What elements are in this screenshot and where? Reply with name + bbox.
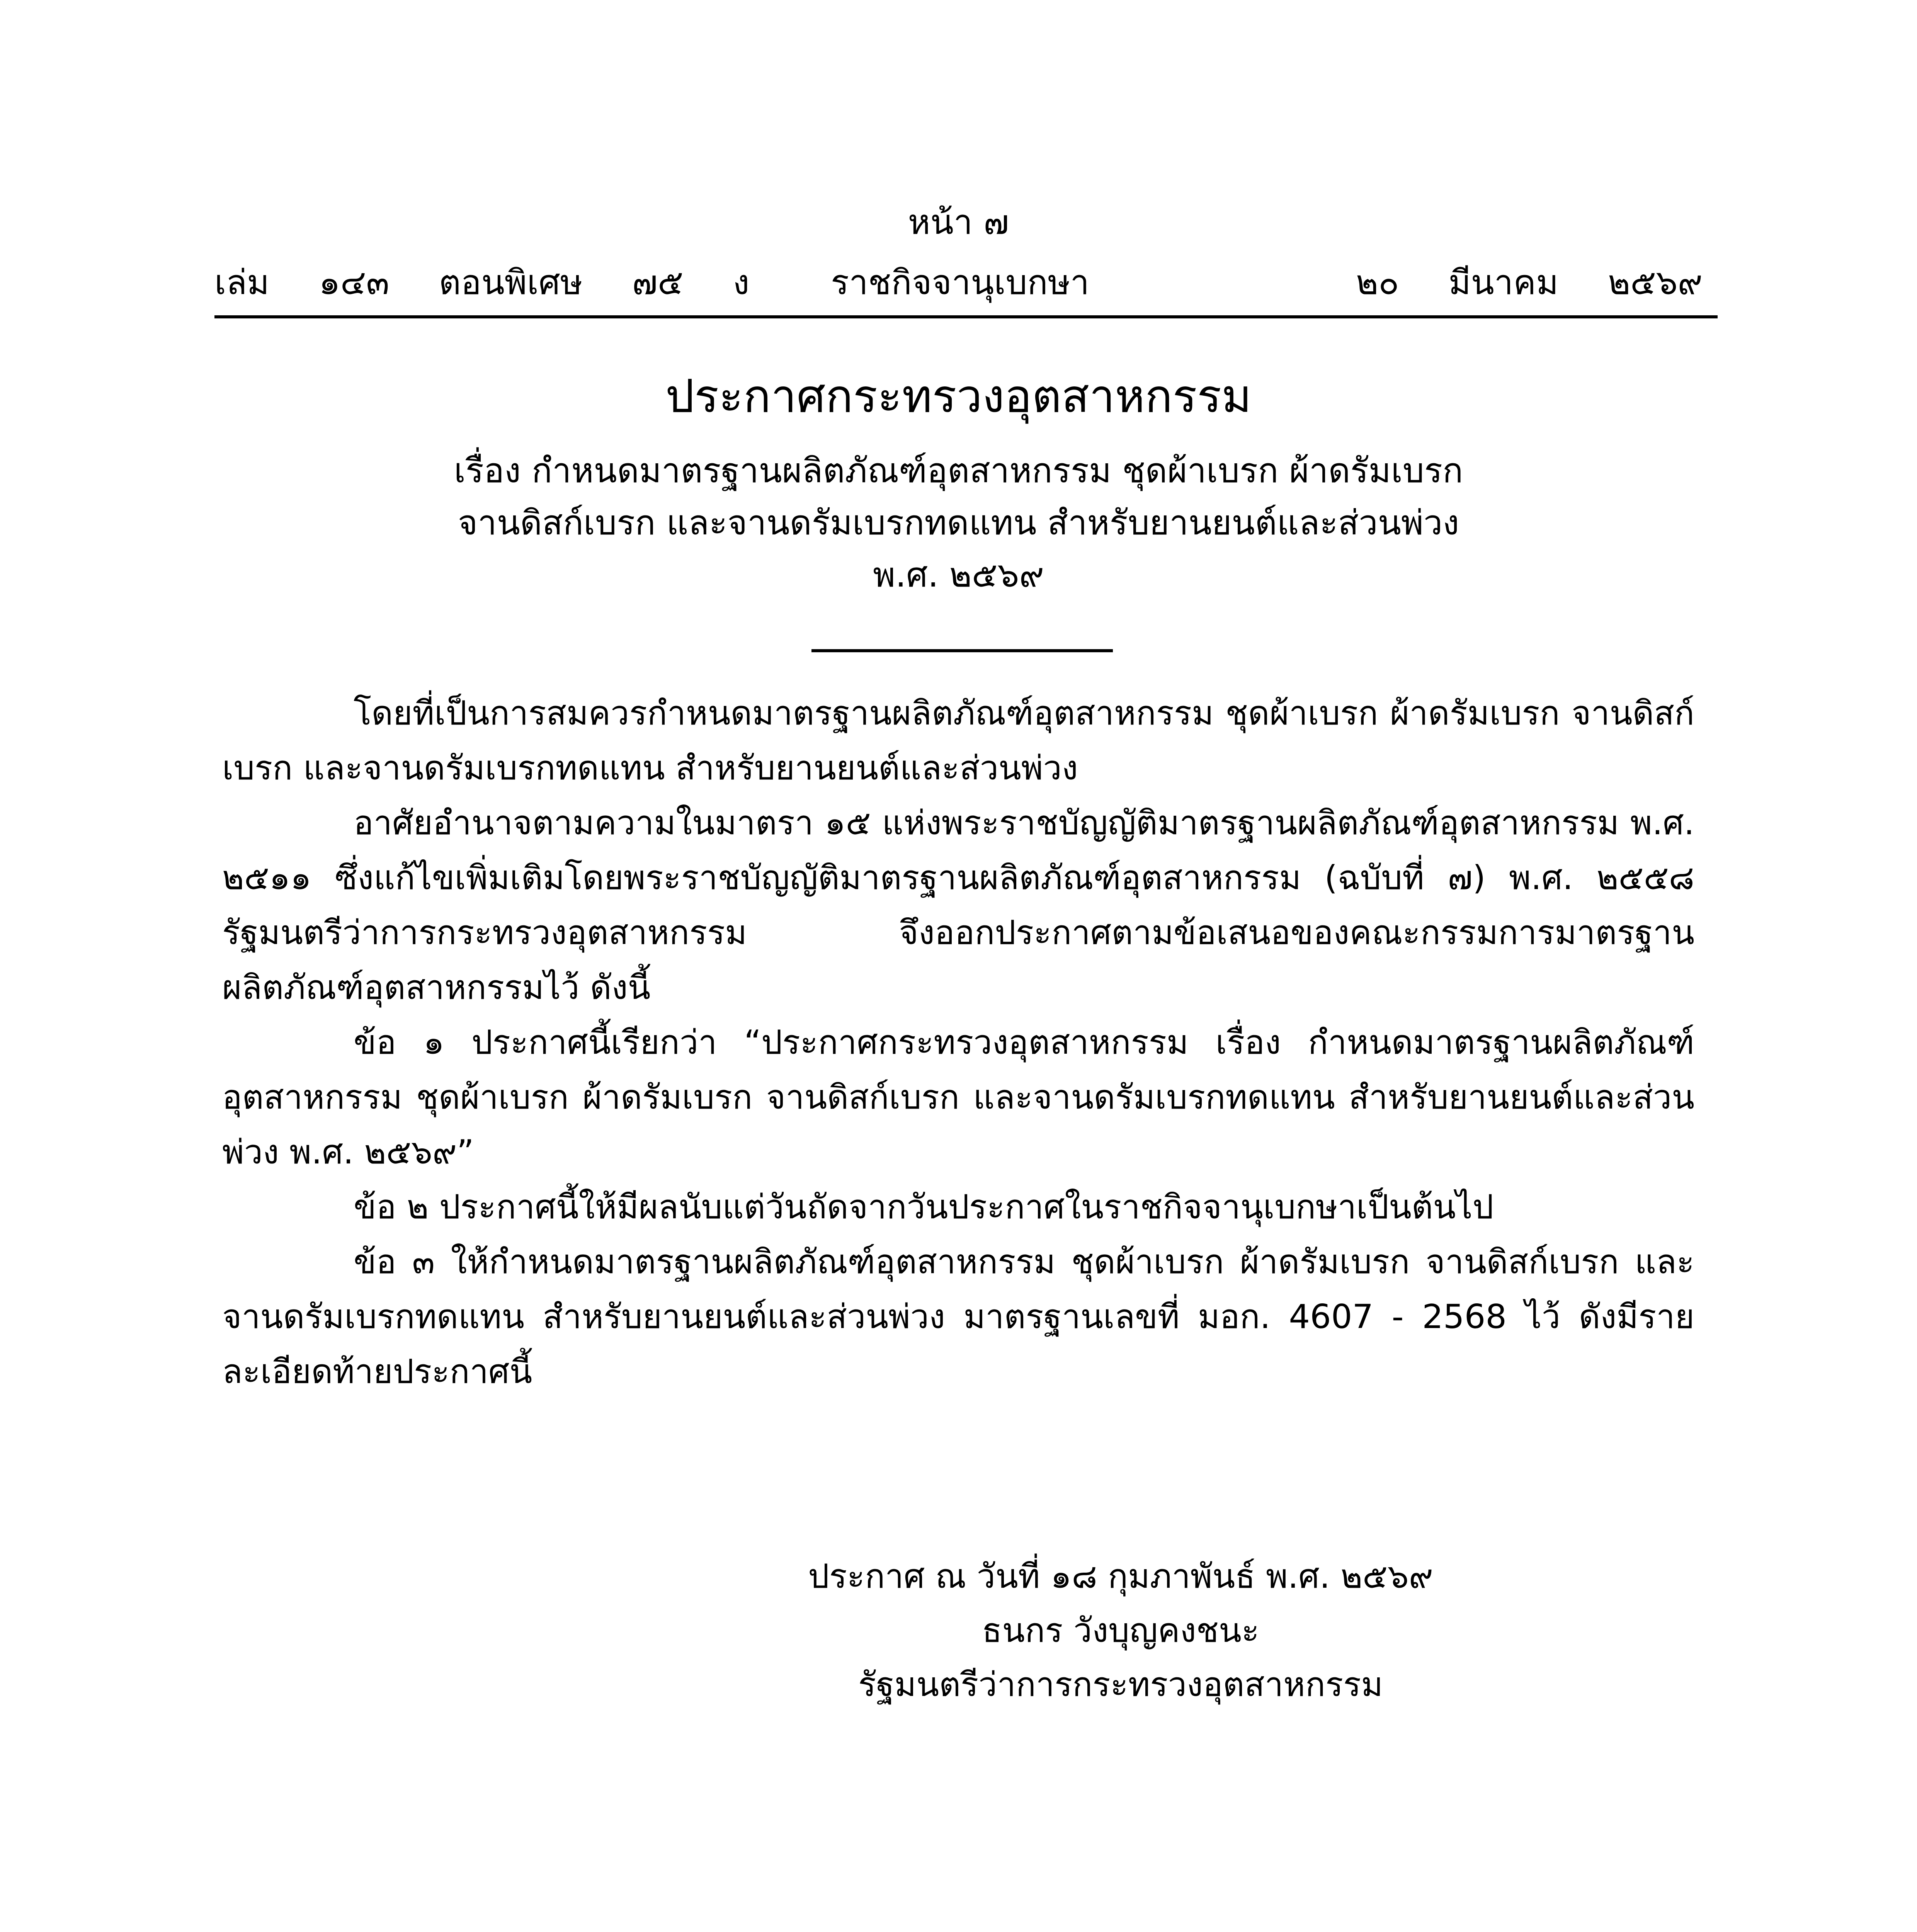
gazette-date xyxy=(1356,261,1703,304)
section-label: ตอนพิเศษ xyxy=(439,262,583,302)
date-month: มีนาคม xyxy=(1448,262,1559,302)
header-divider xyxy=(214,315,1718,318)
gazette-volume-info xyxy=(214,261,749,304)
signature-date: ประกาศ ณ วันที่ ๑๘ กุมภาพันธ์ พ.ศ. ๒๕๖๙ xyxy=(808,1557,1433,1596)
subject-line-2: จานดิสก์เบรก และจานดรัมเบรกทดแทน สำหรับยานยนต์และส่วนพ่วง xyxy=(458,503,1459,543)
date-year: ๒๕๖๙ xyxy=(1608,262,1703,302)
subject-line-1: เรื่อง กำหนดมาตรฐานผลิตภัณฑ์อุตสาหกรรม ชุดผ้าเบรก ผ้าดรัมเบรก xyxy=(454,451,1463,490)
title-divider xyxy=(811,649,1113,652)
announcement-title: ประกาศกระทรวงอุตสาหกรรม xyxy=(665,369,1252,423)
volume-label: เล่ม xyxy=(214,262,270,302)
date-day: ๒๐ xyxy=(1356,262,1399,302)
clause-1: ข้อ ๑ ประกาศนี้เรียกว่า “ประกาศกระทรวงอุตสาหกรรม เรื่อง กำหนดมาตรฐานผลิตภัณฑ์อุตสาหกรรม ชุดผ้าเบรก ผ้าดรัมเบรก จานดิสก์เบรก และจานดรัมเบรกทดแทน สำหรับยานยนต์และส่วนพ่วง พ.ศ. ๒๕๖๙” xyxy=(222,1023,1694,1172)
signatory-name: ธนกร วังบุญคงชนะ xyxy=(982,1611,1259,1650)
section-letter: ง xyxy=(733,262,750,302)
signature-block xyxy=(580,1549,1662,1712)
signatory-position: รัฐมนตรีว่าการกระทรวงอุตสาหกรรม xyxy=(858,1665,1383,1704)
clause-2: ข้อ ๒ ประกาศนี้ให้มีผลนับแต่วันถัดจากวันประกาศในราชกิจจานุเบกษาเป็นต้นไป xyxy=(354,1188,1494,1226)
clause-3: ข้อ ๓ ให้กำหนดมาตรฐานผลิตภัณฑ์อุตสาหกรรม ชุดผ้าเบรก ผ้าดรัมเบรก จานดิสก์เบรก และจานดรัมเบรกทดแทน สำหรับยานยนต์และส่วนพ่วง มาตรฐานเลขที่ มอก. 4607 - 2568 ไว้ ดังมีรายละเอียดท้ายประกาศนี้ xyxy=(222,1243,1694,1391)
preamble-paragraph: โดยที่เป็นการสมควรกำหนดมาตรฐานผลิตภัณฑ์อุตสาหกรรม ชุดผ้าเบรก ผ้าดรัมเบรก จานดิสก์เบรก และจานดรัมเบรกทดแทน สำหรับยานยนต์และส่วนพ่วง xyxy=(222,694,1694,787)
announcement-subject xyxy=(0,444,1917,601)
subject-year: พ.ศ. ๒๕๖๙ xyxy=(873,555,1044,595)
volume-number: ๑๔๓ xyxy=(319,262,390,302)
page-number: หน้า ๗ xyxy=(908,202,1009,242)
announcement-body xyxy=(222,686,1694,1399)
section-number: ๗๕ xyxy=(632,262,684,302)
gazette-name: ราชกิจจานุเบกษา xyxy=(831,262,1090,302)
authority-paragraph: อาศัยอำนาจตามความในมาตรา ๑๕ แห่งพระราชบัญญัติมาตรฐานผลิตภัณฑ์อุตสาหกรรม พ.ศ. ๒๕๑๑ ซึ่งแก้ไขเพิ่มเติมโดยพระราชบัญญัติมาตรฐานผลิตภัณฑ์อุตสาหกรรม (ฉบับที่ ๗) พ.ศ. ๒๕๕๘ รัฐมนตรีว่าการกระทรวงอุตสาหกรรม จึงออกประกาศตามข้อเสนอของคณะกรรมการมาตรฐานผลิตภัณฑ์อุตสาหกรรมไว้ ดังนี้ xyxy=(222,804,1694,1007)
